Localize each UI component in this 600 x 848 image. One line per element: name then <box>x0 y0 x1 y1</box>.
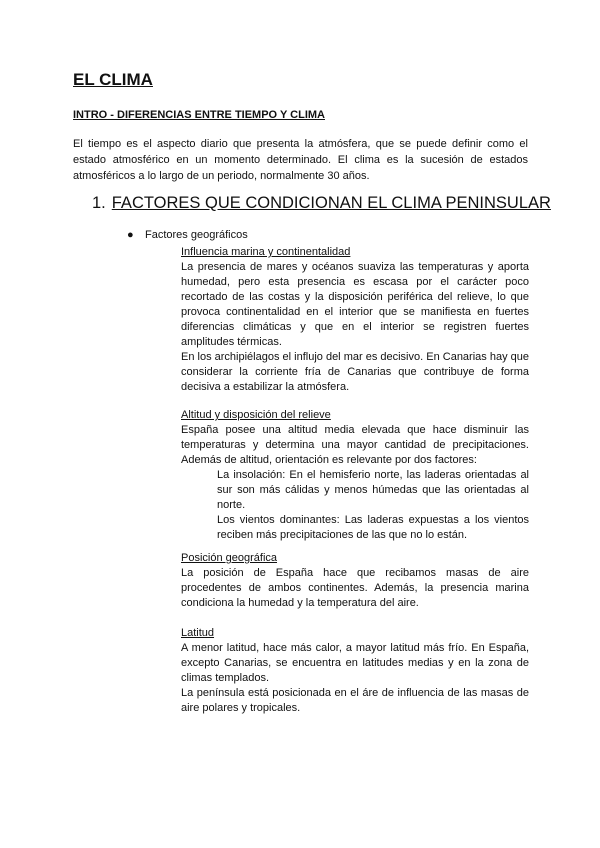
nested-paragraph: La insolación: En el hemisferio norte, las laderas orientadas al sur son más cálidas y menos húmedas que las orientadas al norte. <box>217 469 529 511</box>
subsection-paragraph: En los archipiélagos el influjo del mar es decisivo. En Canarias hay que considerar la corriente fría de Canarias que contribuye de forma decisiva a estabilizar la atmósfera. <box>181 351 529 393</box>
intro-heading: INTRO - DIFERENCIAS ENTRE TIEMPO Y CLIMA <box>73 109 325 121</box>
bullet-label: Factores geográficos <box>145 229 248 241</box>
subsection-paragraph: España posee una altitud media elevada que hace disminuir las temperaturas y determina una mayor cantidad de precipitaciones. Además de altitud, orientación es relevante por dos factores: <box>181 424 529 466</box>
subsection-paragraph: La península está posicionada en el áre de influencia de las masas de aire polares y tropicales. <box>181 687 529 714</box>
subsection-paragraph: La presencia de mares y océanos suaviza las temperaturas y aporta humedad, pero esta presencia es escasa por el carácter poco recortado de las costas y la disposición periférica del relieve, lo que provoca continentalidad en el interior que se manifiesta en fuertes diferencias climáticas y que en el interior se registren fuertes amplitudes térmicas. <box>181 261 529 348</box>
subsection-latitud <box>181 626 529 716</box>
subsection-paragraph: A menor latitud, hace más calor, a mayor latitud más frío. En España, excepto Canarias, se encuentra en latitudes medias y en la zona de climas templados. <box>181 642 529 684</box>
bullet-icon: ● <box>127 229 134 241</box>
section-heading <box>92 194 551 213</box>
subsection-posicion-geografica <box>181 551 529 611</box>
subsection-heading: Altitud y disposición del relieve <box>181 409 331 421</box>
subsection-heading: Influencia marina y continentalidad <box>181 246 351 258</box>
subsection-paragraph: La posición de España hace que recibamos masas de aire procedentes de ambos continentes. Además, la presencia marina condiciona la humedad y la temperatura del aire. <box>181 567 529 609</box>
section-number: 1. <box>92 194 106 212</box>
nested-paragraph: Los vientos dominantes: Las laderas expuestas a los vientos reciben más precipitaciones de las que no lo están. <box>217 514 529 541</box>
subsection-heading: Latitud <box>181 627 215 639</box>
subsection-influencia-marina <box>181 245 529 395</box>
document-title: EL CLIMA <box>73 70 153 89</box>
section-title: FACTORES QUE CONDICIONAN EL CLIMA PENINSULAR <box>111 194 551 212</box>
subsection-altitud <box>181 408 529 543</box>
subsection-heading: Posición geográfica <box>181 552 278 564</box>
intro-paragraph: El tiempo es el aspecto diario que presenta la atmósfera, que se puede definir como el estado atmosférico en un momento determinado. El clima es la sucesión de estados atmosféricos a lo largo de un periodo, normalmente 30 años. <box>73 138 528 182</box>
